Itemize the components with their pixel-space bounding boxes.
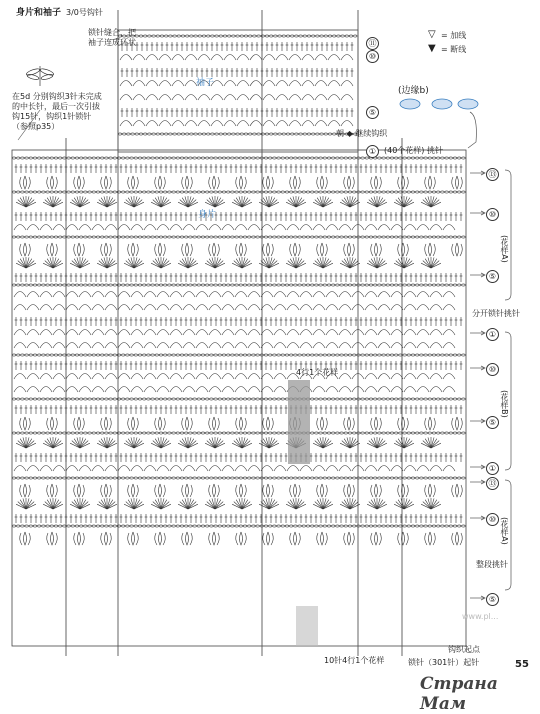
body-row-marker: ① [486, 462, 499, 475]
continue-note: 朝 ◆ 继续钩织 [336, 129, 388, 138]
body-row-marker: ⑤ [486, 416, 499, 429]
body-row-marker: ⑤ [486, 270, 499, 283]
cut-yarn-label: = 断线 [441, 45, 467, 54]
page-number: 55 [515, 659, 529, 670]
add-yarn-symbol: ▽ [428, 29, 436, 40]
step-pick-note: 整段挑针 [476, 560, 508, 569]
split-pick-note: 分开锁针挑针 [472, 309, 520, 318]
body-row-marker: ① [486, 328, 499, 341]
body-row-marker: ⑩ [486, 363, 499, 376]
chain-start-note: 锁针（301针）起针 [408, 658, 480, 667]
left-technique-note: 在5d 分别钩织3针未完成 的中长针，最后一次引拔 钩15针，钩织1针锁针 （参照p35） [12, 92, 102, 131]
sleeve-row-marker: ⑪ [366, 37, 379, 50]
site-watermark: Страна Мам [420, 674, 498, 714]
add-yarn-label: = 加线 [441, 31, 467, 40]
pattern-b-label: (花样B) [500, 390, 509, 418]
pattern-count-note: (40个花样) 挑针 [384, 146, 443, 155]
start-note: 钩织起点 [448, 645, 480, 654]
sleeve-row-marker: ⑩ [366, 50, 379, 63]
body-row-marker: ⑩ [486, 208, 499, 221]
sew-note: 锁针缝合，把 袖子连成环状 [88, 28, 136, 47]
repeat-4-rows-note: 4行1个花样 [296, 368, 339, 377]
chart-title: 身片和袖子 [16, 8, 62, 18]
hook-size-label: 3/0号钩针 [66, 8, 103, 17]
url-watermark: www.pl... [462, 612, 499, 621]
cut-yarn-symbol: ▼ [428, 43, 436, 54]
sleeve-label: 袖子 [196, 78, 215, 88]
repeat-10-stitch-note: 10针4行1个花样 [324, 656, 385, 665]
body-row-marker: ⑩ [486, 513, 499, 526]
pattern-a-top-label: (花样A) [500, 235, 509, 263]
pattern-a-bottom-label: (花样A) [500, 517, 509, 545]
sleeve-row-marker: ① [366, 145, 379, 158]
body-row-marker: ⑬ [486, 477, 499, 490]
body-row-marker: ⑬ [486, 168, 499, 181]
body-label: 身片 [198, 210, 217, 220]
edging-b-label: (边缘b) [398, 86, 429, 96]
body-row-marker: ⑤ [486, 593, 499, 606]
sleeve-row-marker: ⑤ [366, 106, 379, 119]
